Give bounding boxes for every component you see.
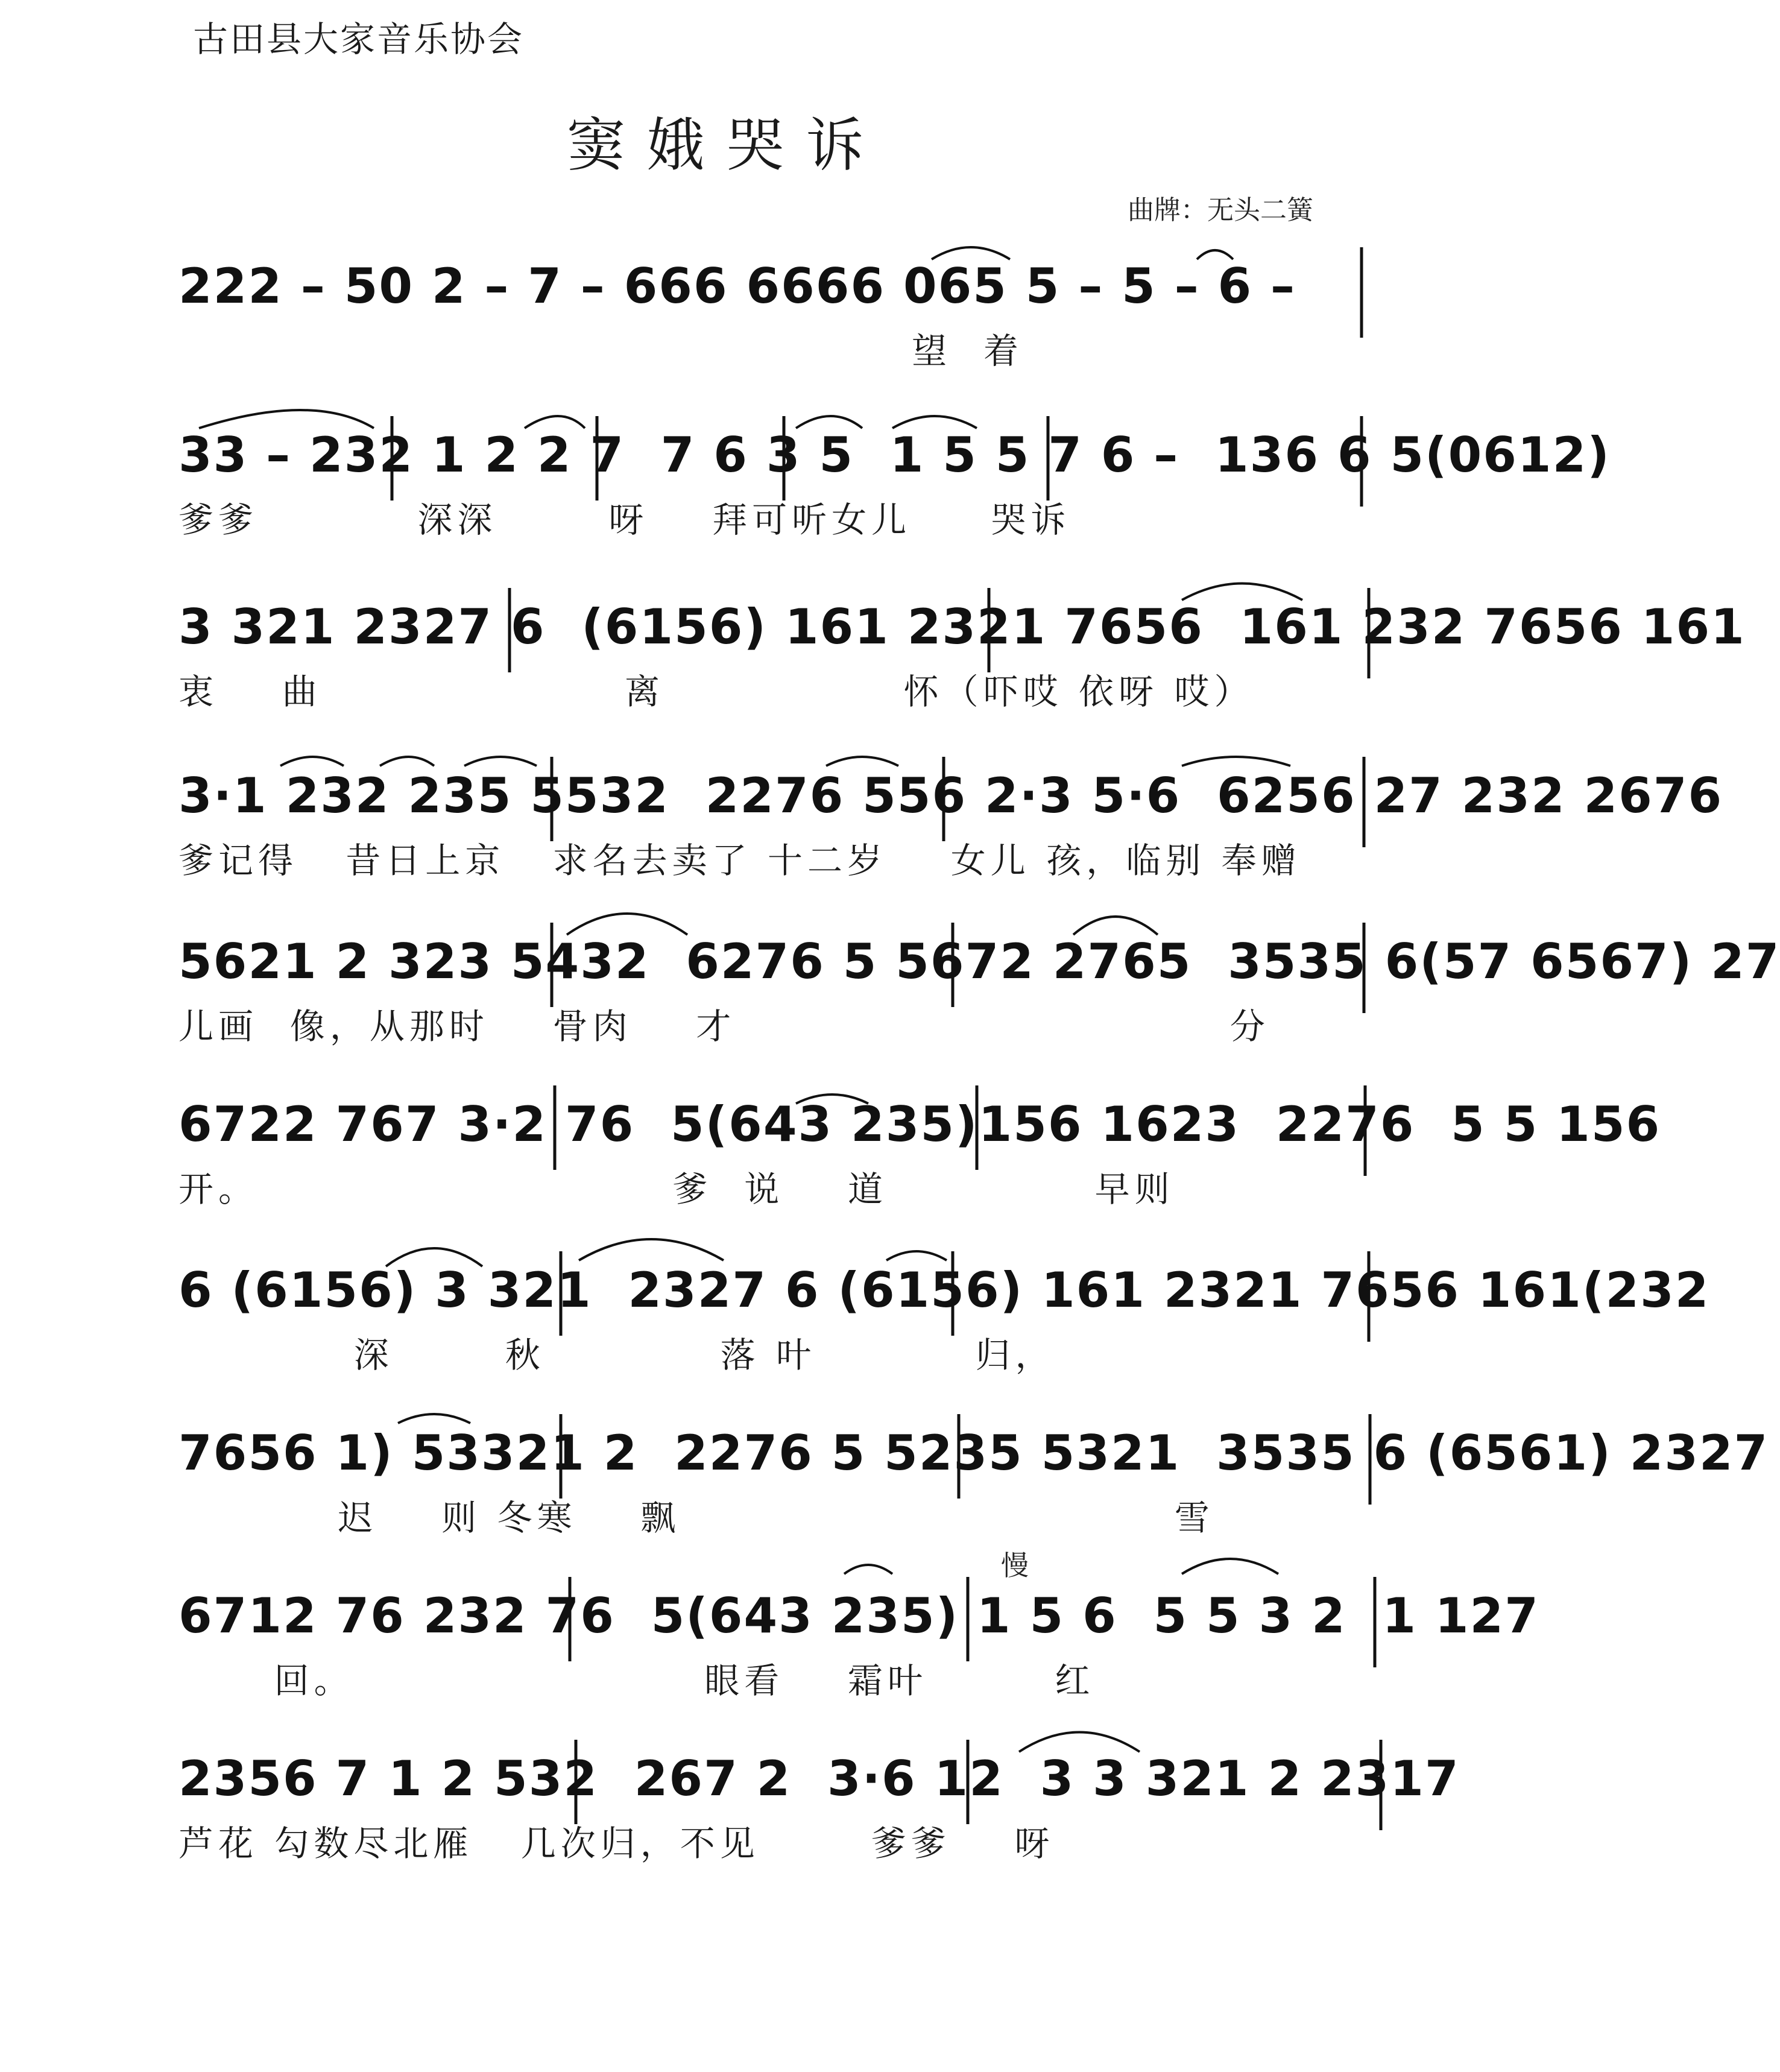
song-title: 窦娥哭诉 bbox=[567, 112, 886, 179]
slur bbox=[892, 416, 977, 428]
jianpu-notes: 5621 2 323 5432 6276 5 5672 2765 3535 6(57 6567) 27 bbox=[178, 933, 1780, 990]
slur bbox=[886, 1251, 947, 1260]
slur bbox=[1073, 917, 1158, 935]
lyrics: 芦花 勾数尽北雁 几次归，不见 爹爹 呀 bbox=[178, 1823, 1055, 1864]
slur bbox=[567, 914, 687, 935]
slur bbox=[932, 247, 1010, 259]
slur bbox=[1019, 1732, 1140, 1752]
slur bbox=[1182, 584, 1302, 601]
lyrics: 爹记得 昔日上京 求名去卖了 十二岁 女儿 孩，临别 奉赠 bbox=[178, 840, 1301, 881]
lyrics: 爹爹 深深 呀 拜可听女儿 哭诉 bbox=[178, 499, 1071, 540]
jianpu-notes: 222 – 50 2 – 7 – 666 6666 065 5 – 5 – 6 – bbox=[178, 258, 1296, 314]
jianpu-notes: 6722 767 3·2 76 5(643 235)156 1623 2276 5 5 156 bbox=[178, 1096, 1661, 1152]
lyrics: 望 着 bbox=[178, 330, 1023, 371]
jianpu-notes: 7656 1) 53321 2 2276 5 5235 5321 3535 6 (6561) 2327 bbox=[178, 1425, 1769, 1481]
jianpu-notes: 6 (6156) 3 321 2327 6 (6156) 161 2321 7656 161(232 bbox=[178, 1262, 1710, 1318]
slur bbox=[199, 410, 374, 428]
jianpu-notes: 3·1 232 235 5532 2276 556 2·3 5·6 6256 27 232 2676 bbox=[178, 768, 1723, 824]
jianpu-notes: 33 – 232 1 2 2 7 7 6 3 5 1 5 5 7 6 – 136 6 5(0612) bbox=[178, 427, 1611, 483]
jianpu-notes: 3 321 2327 6 (6156) 161 2321 7656 161 232 7656 161 bbox=[178, 599, 1746, 655]
slur bbox=[464, 757, 537, 766]
slur bbox=[1197, 250, 1233, 259]
lyrics: 回。 眼看 霜叶 红 bbox=[178, 1660, 1095, 1701]
jianpu-notes: 6712 76 232 76 5(643 235) 1 5 6 5 5 3 2 1 127 bbox=[178, 1588, 1539, 1644]
lyrics: 衷 曲 离 怀（吓哎 依呀 哎） bbox=[178, 671, 1254, 712]
tempo-mark: 慢 bbox=[1001, 1549, 1029, 1582]
jianpu-notes: 2356 7 1 2 532 267 2 3·6 12 3 3 321 2 2317 bbox=[178, 1751, 1460, 1807]
slur bbox=[796, 416, 862, 428]
slur bbox=[525, 416, 585, 428]
lyrics: 迟 则 冬寒 飘 雪 bbox=[178, 1497, 1214, 1538]
slur bbox=[579, 1239, 724, 1260]
organization-name: 古田县大家音乐协会 bbox=[193, 19, 525, 60]
slur bbox=[844, 1565, 892, 1574]
lyrics: 深 秋 落 叶 归， bbox=[178, 1334, 1055, 1376]
slur bbox=[796, 1094, 868, 1104]
slur bbox=[398, 1414, 470, 1423]
slur bbox=[1182, 757, 1290, 766]
qupai-label: 曲牌：无头二簧 bbox=[1128, 195, 1313, 226]
slur bbox=[826, 757, 898, 766]
lyrics: 开。 爹 说 道 早则 bbox=[178, 1169, 1175, 1210]
slur bbox=[386, 1248, 482, 1266]
slur bbox=[280, 757, 344, 766]
lyrics: 儿画 像，从那时 骨肉 才 分 bbox=[178, 1006, 1270, 1047]
slur bbox=[1182, 1559, 1278, 1574]
slur bbox=[380, 757, 434, 766]
